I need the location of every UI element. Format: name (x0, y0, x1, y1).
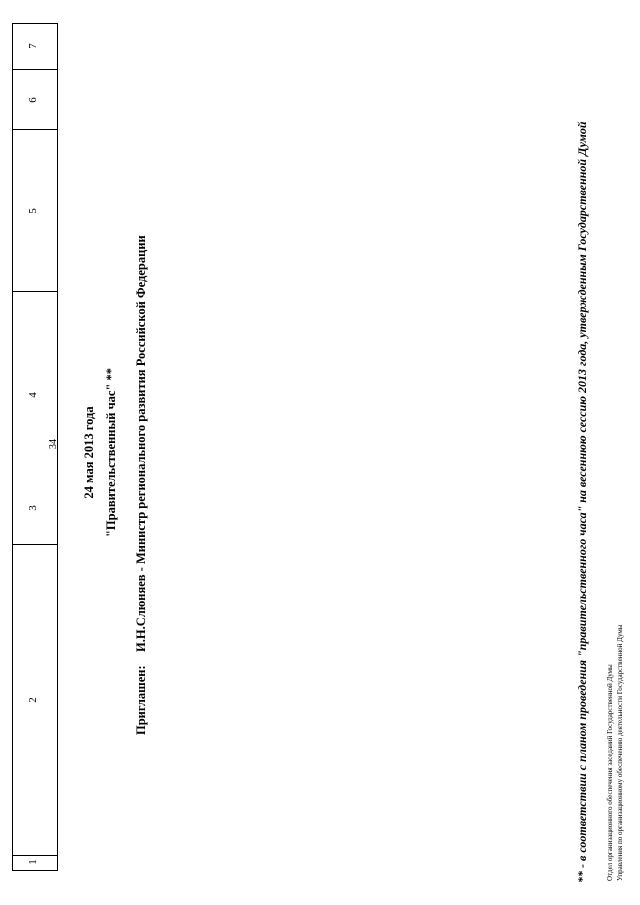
table-divider (13, 855, 57, 856)
table-divider (13, 544, 57, 545)
column-number: 7 (27, 43, 39, 49)
footnote: ** - в соответствии с планом проведения "правительственного часа" на весеннюю сессию 2013 года, утвержденным Государственной Думой (575, 121, 589, 883)
column-number: 5 (27, 208, 39, 214)
invited-person: И.Н.Слюняев - Министр регионального развития Российской Федерации (134, 235, 148, 652)
column-number: 6 (27, 97, 39, 103)
invited-label: Приглашен: (134, 665, 148, 735)
column-number: 2 (27, 697, 39, 703)
page-number: 34 (48, 439, 59, 449)
column-number: 3 (27, 505, 39, 511)
table-divider (13, 69, 57, 70)
session-title: "Правительственный час" ** (104, 367, 118, 538)
column-number-table (12, 23, 58, 871)
meeting-date: 24 мая 2013 года (82, 406, 96, 499)
table-divider (13, 129, 57, 130)
column-number: 4 (27, 392, 39, 398)
org-department-line: Отдел организационного обеспечения заседаний Государственной Думы (606, 664, 614, 881)
org-directorate-line: Управления по организационному обеспечению деятельности Государственной Думы (616, 624, 624, 881)
table-divider (13, 291, 57, 292)
column-number: 1 (27, 859, 39, 865)
